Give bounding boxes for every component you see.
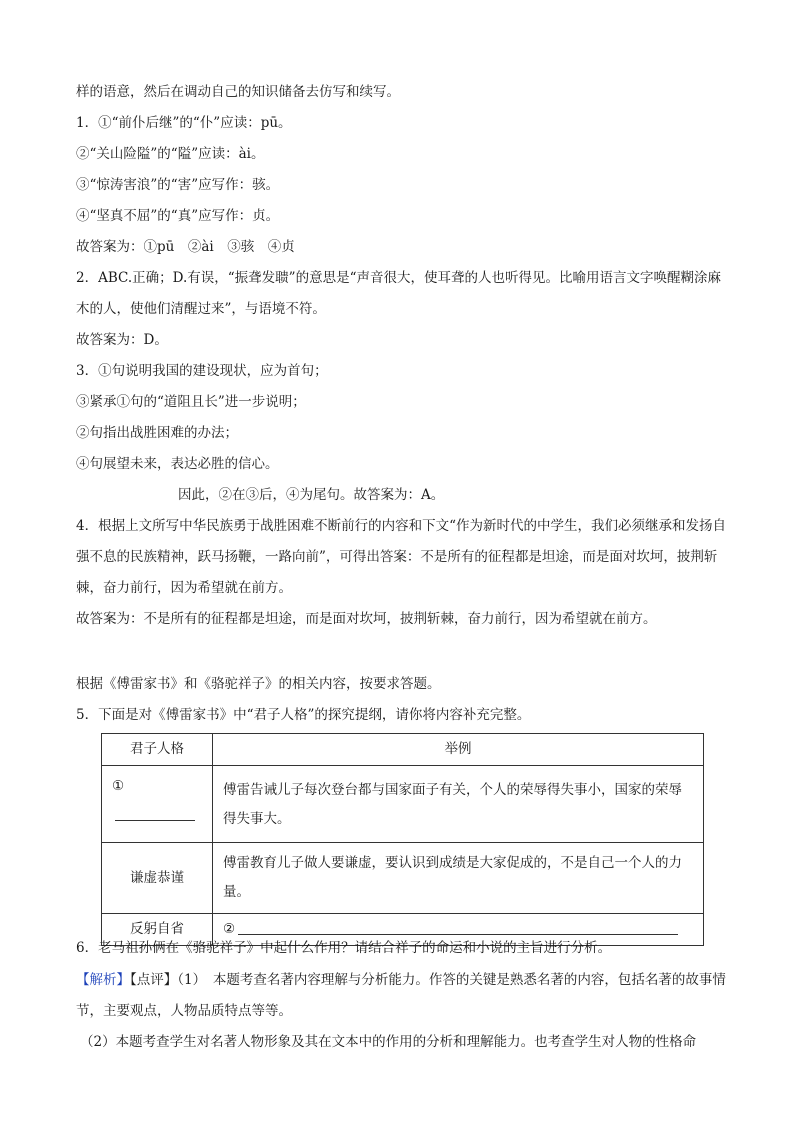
table-row: [102, 766, 704, 843]
answer-1: 1．①“前仆后继”的“仆”应读：pū。: [76, 115, 292, 131]
text-line: 样的语意，然后在调动自己的知识储备去仿写和续写。: [76, 84, 400, 100]
answer-4: 4．根据上文所写中华民族勇于战胜困难不断前行的内容和下文“作为新时代的中学生，我们必须继承和发扬自强不息的民族精神，跃马扬鞭，一路向前”，可得出答案：不是所有的征程都是坦途，而是面对坎坷，披荆斩棘，奋力前行，因为希望就在前方。: [76, 518, 726, 596]
question-6: 6．老马祖孙俩在《骆驼祥子》中起什么作用？请结合祥子的命运和小说的主旨进行分析。: [76, 940, 612, 956]
table-cell: 反躬自省: [102, 914, 213, 946]
table-header-row: [102, 734, 704, 766]
trait-blank-cell: [102, 766, 213, 843]
table-header: 君子人格: [102, 734, 213, 766]
answer-blank[interactable]: [115, 806, 195, 821]
answer-summary: 故答案为：不是所有的征程都是坦途，而是面对坎坷，披荆斩棘，奋力前行，因为希望就在前方。: [76, 611, 657, 627]
table-cell: 谦虚恭谨: [102, 843, 213, 914]
answer-1-4: ④“坚真不屈”的“真”应写作：贞。: [76, 208, 280, 224]
section-intro: 根据《傅雷家书》和《骆驼祥子》的相关内容，按要求答题。: [76, 676, 441, 692]
table-header: 举例: [213, 734, 704, 766]
analysis-tag: 【解析】: [76, 972, 130, 988]
answer-3-3: ②句指出战胜困难的办法；: [76, 425, 238, 441]
table-cell: 傅雷告诫儿子每次登台都与国家面子有关，个人的荣辱得失事小，国家的荣辱得失事大。: [213, 766, 704, 843]
answer-3-2: ③紧承①句的“道阻且长”进一步说明；: [76, 394, 306, 410]
answer-1-2: ②“关山险隘”的“隘”应读：ài。: [76, 146, 265, 162]
answer-summary: 故答案为：D。: [76, 332, 168, 348]
circle-number: ②: [223, 921, 236, 937]
outline-table: [101, 733, 704, 946]
analysis-paragraph: [76, 965, 728, 1027]
analysis-line: （2）本题考查学生对名著人物形象及其在文本中的作用的分析和理解能力。也考查学生对人物的性格命: [80, 1034, 697, 1050]
answer-3-conclusion: 因此，②在③后，④为尾句。故答案为：A。: [178, 487, 445, 503]
question-5: 5．下面是对《傅雷家书》中“君子人格”的探究提纲，请你将内容补充完整。: [76, 707, 531, 723]
table-row: [102, 843, 704, 914]
answer-3: 3．①句说明我国的建设现状，应为首句；: [76, 363, 328, 379]
answer-3-4: ④句展望未来，表达必胜的信心。: [76, 456, 279, 472]
answer-summary: 故答案为：①pū ②ài ③骇 ④贞: [76, 239, 295, 255]
answer-1-3: ③“惊涛害浪”的“害”应写作：骇。: [76, 177, 280, 193]
table-cell: 傅雷教育儿子做人要谦虚，要认识到成绩是大家促成的，不是自己一个人的力量。: [213, 843, 704, 914]
answer-blank[interactable]: [238, 920, 678, 935]
circle-number: ①: [112, 778, 125, 794]
answer-2: 2．ABC.正确；D.有误，“振聋发聩”的意思是“声音很大，使耳聋的人也听得见。比喻用语言文字唤醒糊涂麻木的人，使他们清醒过来”，与语境不符。: [76, 270, 721, 317]
analysis-text: 【点评】（1） 本题考查名著内容理解与分析能力。作答的关键是熟悉名著的内容，包括名著的故事情节，主要观点，人物品质特点等等。: [76, 972, 726, 1019]
